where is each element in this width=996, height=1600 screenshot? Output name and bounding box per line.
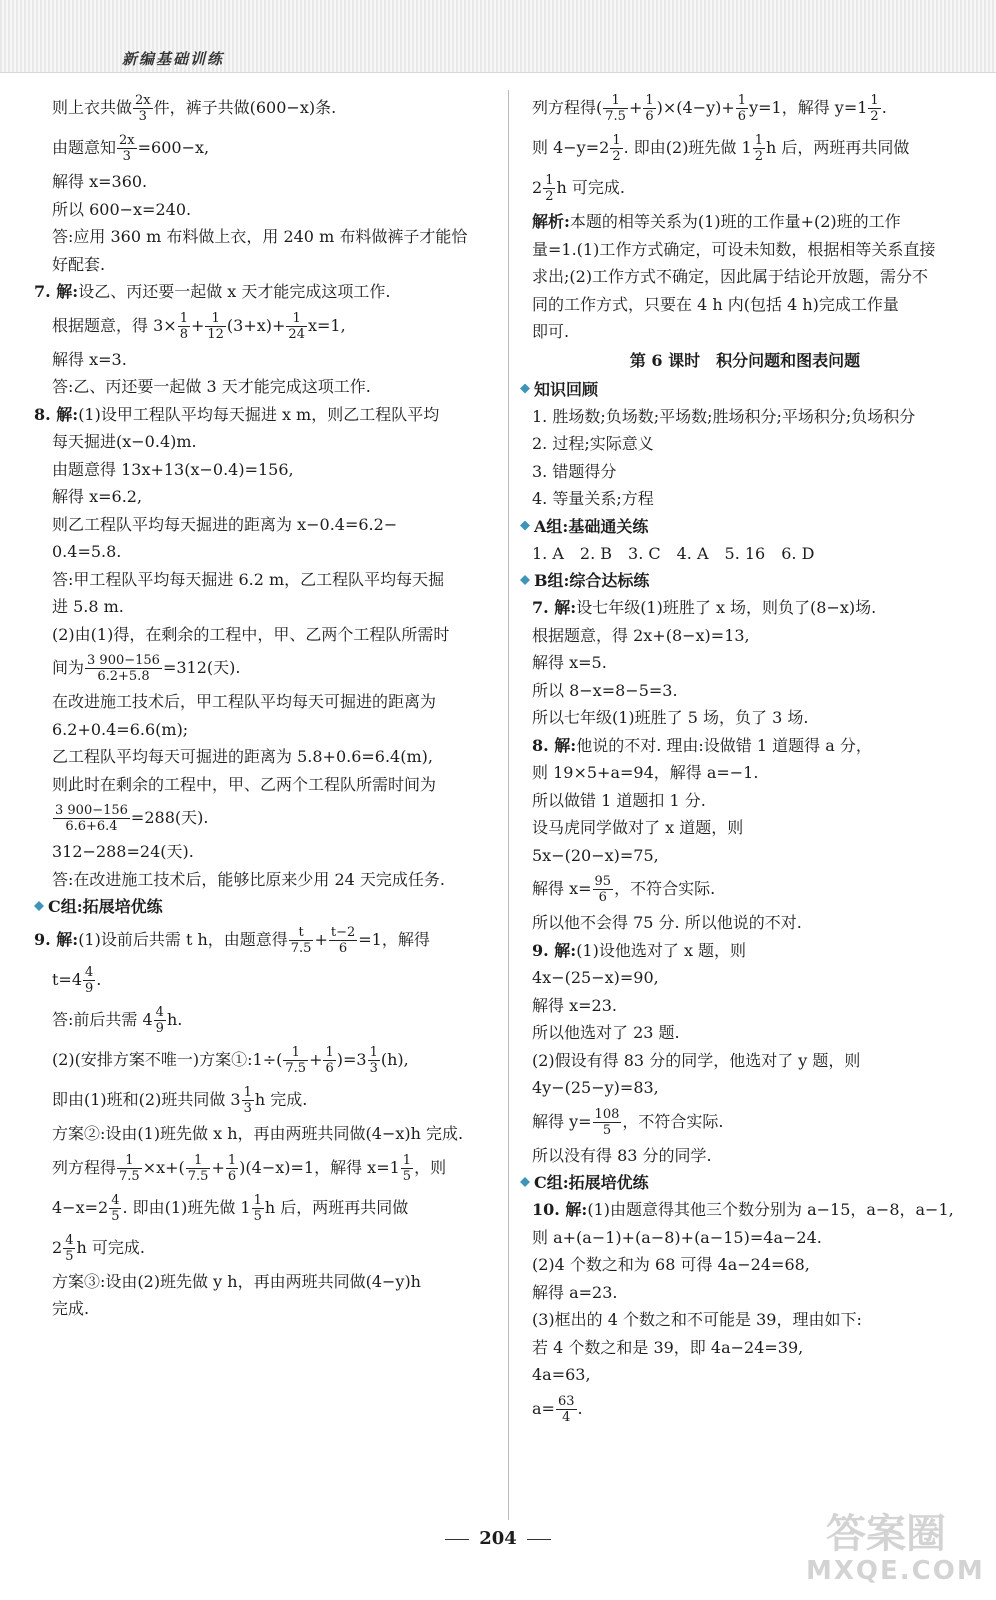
- text-line: t=4 $\frac{4}{9}$ .: [52, 965, 102, 996]
- text-line: 3. 错题得分: [532, 461, 617, 481]
- text-line: (2)假设有得 83 分的同学，他选对了 y 题，则: [532, 1050, 861, 1070]
- watermark-logo: 答案圈 MXQE.COM: [806, 1511, 985, 1586]
- dash-left: [445, 1539, 469, 1540]
- analysis-line: 解析:本题的相等关系为(1)班的工作量+(2)班的工作: [532, 212, 901, 231]
- text-line: 若 4 个数之和是 39，即 4a−24=39,: [532, 1337, 804, 1357]
- text-line: 解得 x=360.: [52, 172, 148, 191]
- text-line: 解得 x=3.: [52, 349, 127, 369]
- text-line: 所以做错 1 道题扣 1 分.: [532, 790, 706, 810]
- text-line: 由题意得 13x+13(x−0.4)=156,: [52, 459, 294, 479]
- text-line: 5x−(20−x)=75,: [532, 845, 659, 865]
- page-header: [0, 0, 996, 73]
- diamond-icon: [520, 521, 530, 531]
- text-line: 2 $\frac{1}{2}$ h 可完成.: [532, 173, 625, 204]
- text-line: 解得 y= $\frac{108}{5}$ ，不符合实际.: [532, 1106, 724, 1138]
- text-line: 0.4=5.8.: [52, 542, 122, 561]
- analysis-line: 量=1.(1)工作方式确定，可设未知数，根据相等关系直接: [532, 239, 936, 259]
- text-line: 方案③:设由(2)班先做 y h，再由两班共同做(4−y)h: [52, 1271, 421, 1291]
- section-knowledge-heading: 知识回顾: [520, 376, 970, 403]
- text-line: 即由(1)班和(2)班共同做 3 $\frac{1}{3}$ h 完成.: [52, 1085, 308, 1116]
- text-line: 1. 胜场数;负场数;平场数;胜场积分;平场积分;负场积分: [532, 406, 916, 426]
- text-line: (2)由(1)得，在剩余的工程中，甲、乙两个工程队所需时: [52, 624, 450, 644]
- text-line: 4a=63,: [532, 1365, 591, 1384]
- text-line: 每天掘进(x−0.4)m.: [52, 432, 197, 451]
- text-line: 6.2+0.4=6.6(m);: [52, 719, 189, 739]
- text-line: 所以没有得 83 分的同学.: [532, 1145, 712, 1165]
- analysis-line: 同的工作方式，只要在 4 h 内(包括 4 h)完成工作量: [532, 294, 899, 314]
- section-b-heading: B组:综合达标练: [520, 567, 970, 594]
- answer-row: 1. A 2. B 3. C 4. A 5. 16 6. D: [532, 543, 815, 563]
- text-line: 所以他不会得 75 分. 所以他说的不对.: [532, 913, 802, 932]
- text-line: 解得 x=5.: [532, 653, 607, 672]
- text-line: a= $\frac{63}{4}$ .: [532, 1393, 583, 1425]
- text-line: 4x−(25−x)=90,: [532, 968, 659, 987]
- text-line: 4y−(25−y)=83,: [532, 1078, 659, 1097]
- text-line: $\frac{3 900-156}{6.6+6.4}$ =288(天).: [55, 803, 209, 834]
- fraction: $\frac{2x}{3}$: [135, 93, 151, 124]
- text-line: 所以他选对了 23 题.: [532, 1023, 680, 1042]
- analysis-line: 求出;(2)工作方式不确定，因此属于结论开放题，需分不: [532, 267, 929, 286]
- section-a-heading: A组:基础通关练: [520, 513, 970, 540]
- diamond-icon: [520, 384, 530, 394]
- text-line: 4−x=2 $\frac{4}{5}$ . 即由(1)班先做 1 $\frac{1}{5}$ h 后，两班再共同做: [52, 1192, 409, 1224]
- question-8: 8. 解:(1)设甲工程队平均每天掘进 x m，则乙工程队平均: [34, 404, 440, 424]
- text-line: 则乙工程队平均每天掘进的距离为 x−0.4=6.2−: [52, 514, 398, 534]
- answer-line: 答:在改进施工技术后，能够比原来少用 24 天完成任务.: [52, 869, 446, 889]
- text-line: 312−288=24(天).: [52, 842, 194, 861]
- right-column: [520, 88, 970, 1429]
- fraction: $\frac{2x}{3}$: [119, 133, 135, 164]
- text-line: 则 a+(a−1)+(a−8)+(a−15)=4a−24.: [532, 1227, 822, 1247]
- text-line: 解得 a=23.: [532, 1282, 618, 1302]
- question-10: 10. 解:(1)由题意得其他三个数分别为 a−15，a−8，a−1,: [532, 1200, 954, 1219]
- page-number: 204: [479, 1528, 517, 1549]
- question-7: 7. 解:设七年级(1)班胜了 x 场，则负了(8−x)场.: [532, 598, 877, 617]
- section-c-heading: C组:拓展培优练: [34, 893, 496, 920]
- answer-line: 答:前后共需 4 $\frac{4}{9}$ h.: [52, 1005, 183, 1036]
- text-line: 方案②:设由(1)班先做 x h，再由两班共同做(4−x)h 完成.: [52, 1124, 464, 1143]
- answer-line: 答:应用 360 m 布料做上衣，用 240 m 布料做裤子才能恰: [52, 227, 468, 246]
- answer-line: 答:甲工程队平均每天掘进 6.2 m，乙工程队平均每天掘: [52, 569, 445, 589]
- text-line: 列方程得 $\frac{1}{7.5}$ ×x+( $\frac{1}{7.5}$ + $\frac{1}{6}$ )(4−x)=1，解得 x=1 $\frac{1}{5}$ ，则: [52, 1152, 447, 1184]
- question-7: 7. 解:设乙、丙还要一起做 x 天才能完成这项工作.: [34, 282, 391, 301]
- question-8: 8. 解:他说的不对. 理由:设做错 1 道题得 a 分，: [532, 735, 872, 755]
- question-9: 9. 解:(1)设他选对了 x 题，则: [532, 940, 747, 960]
- text-line: 根据题意，得 2x+(8−x)=13,: [532, 625, 750, 645]
- diamond-icon: [34, 901, 44, 911]
- text-line: (2)(安排方案不唯一)方案①:1÷( $\frac{1}{7.5}$ + $\frac{1}{6}$ )=3 $\frac{1}{3}$ (h),: [52, 1045, 409, 1076]
- text-line: 间为 $\frac{3 900-156}{6.2+5.8}$ =312(天).: [52, 653, 241, 684]
- text-line: 解得 x=6.2,: [52, 487, 143, 506]
- text-line: 解得 x=23.: [532, 995, 617, 1015]
- dash-right: [527, 1539, 551, 1540]
- text-line: 则 19×5+a=94，解得 a=−1.: [532, 763, 759, 782]
- diamond-icon: [520, 1177, 530, 1187]
- text-line: 列方程得( $\frac{1}{7.5}$ + $\frac{1}{6}$ )×(4−y)+ $\frac{1}{6}$ y=1，解得 y=1 $\frac{1}{2}$ .: [532, 93, 887, 124]
- text-line: 则此时在剩余的工程中，甲、乙两个工程队所需时间为: [52, 774, 437, 794]
- section-c-heading: C组:拓展培优练: [520, 1169, 970, 1196]
- left-column: [34, 88, 496, 1323]
- book-title: 新编基础训练: [122, 50, 225, 68]
- text-line: 则 4−y=2 $\frac{1}{2}$ . 即由(2)班先做 1 $\frac{1}{2}$ h 后，两班再共同做: [532, 133, 910, 164]
- text-line: 则上衣共做 $\frac{2x}{3}$ 件，裤子共做(600−x)条.: [52, 93, 337, 124]
- text-line: 所以七年级(1)班胜了 5 场，负了 3 场.: [532, 708, 809, 727]
- lesson-title: 第 6 课时 积分问题和图表问题: [629, 350, 861, 370]
- text-line: 4. 等量关系;方程: [532, 489, 654, 508]
- diamond-icon: [520, 575, 530, 585]
- text-line: (3)框出的 4 个数之和不可能是 39，理由如下:: [532, 1310, 862, 1329]
- text-line: 所以 8−x=8−5=3.: [532, 680, 678, 700]
- answer-line: 答:乙、丙还要一起做 3 天才能完成这项工作.: [52, 377, 371, 396]
- text-line: 根据题意，得 3× $\frac{1}{8}$ + $\frac{1}{12}$ (3+x)+ $\frac{1}{24}$ x=1,: [52, 310, 346, 342]
- text-line: 2. 过程;实际意义: [532, 434, 654, 453]
- text-line: 设马虎同学做对了 x 道题，则: [532, 818, 744, 837]
- text-line: (2)4 个数之和为 68 可得 4a−24=68,: [532, 1255, 810, 1274]
- text-line: 完成.: [52, 1299, 90, 1318]
- text-line: 乙工程队平均每天可掘进的距离为 5.8+0.6=6.4(m),: [52, 747, 433, 766]
- answer-line: 好配套.: [52, 254, 106, 274]
- analysis-line: 即可.: [532, 322, 570, 341]
- answer-line: 进 5.8 m.: [52, 597, 124, 616]
- text-line: 所以 600−x=240.: [52, 199, 192, 219]
- question-9: 9. 解:(1)设前后共需 t h，由题意得 $\frac{t}{7.5}$ + $\frac{t-2}{6}$ =1，解得: [34, 925, 430, 956]
- column-divider: [508, 90, 509, 1520]
- text-line: 解得 x= $\frac{95}{6}$ ，不符合实际.: [532, 874, 716, 905]
- text-line: 2 $\frac{4}{5}$ h 可完成.: [52, 1232, 145, 1264]
- text-line: 在改进施工技术后，甲工程队平均每天可掘进的距离为: [52, 692, 437, 711]
- text-line: 由题意知 $\frac{2x}{3}$ =600−x,: [52, 133, 210, 164]
